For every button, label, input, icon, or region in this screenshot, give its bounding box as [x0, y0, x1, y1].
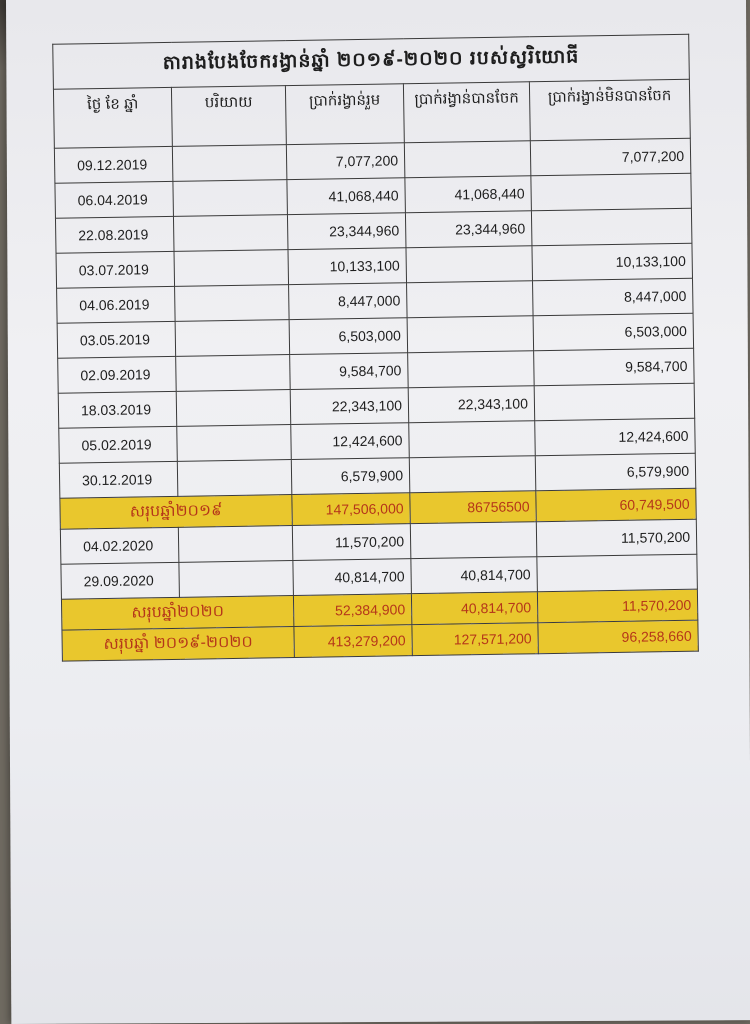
cell-total: 11,570,200: [292, 524, 411, 561]
cell-shared: [404, 141, 531, 178]
total-2019-shared: 86756500: [410, 491, 536, 524]
total-2019-label: សរុបឆ្នាំ២០១៩: [60, 495, 292, 530]
header-unshared-reward: ប្រាក់រង្វាន់មិនបានចែក: [529, 79, 690, 141]
cell-total: 10,133,100: [288, 248, 407, 285]
cell-date: 02.09.2019: [58, 356, 177, 393]
cell-description: [173, 180, 288, 217]
paper-sheet: [6, 0, 750, 1024]
cell-shared: 23,344,960: [405, 211, 532, 248]
cell-shared: [409, 421, 536, 458]
header-description: បរិយាយ: [171, 86, 286, 147]
cell-shared: [408, 351, 535, 388]
cell-total: 7,077,200: [286, 143, 405, 180]
cell-total: 6,579,900: [291, 458, 410, 495]
cell-date: 04.02.2020: [60, 527, 179, 564]
cell-unshared: 11,570,200: [536, 519, 697, 557]
cell-date: 04.06.2019: [57, 286, 176, 323]
cell-shared: [409, 456, 536, 493]
cell-description: [179, 561, 294, 598]
cell-unshared: 9,584,700: [534, 348, 695, 386]
cell-date: 03.07.2019: [56, 251, 175, 288]
reward-table: [52, 34, 699, 662]
header-shared-reward: ប្រាក់រង្វាន់បានចែក: [403, 82, 530, 143]
cell-unshared: 10,133,100: [532, 243, 693, 281]
total-2019-total: 147,506,000: [292, 493, 410, 526]
total-2020-label: សរុបឆ្នាំ២០២០: [61, 596, 293, 631]
header-date: ថ្ងៃ ខែ ឆ្នាំ: [53, 87, 172, 148]
cell-date: 30.12.2019: [59, 461, 178, 498]
total-all-label: សរុបឆ្នាំ ២០១៩-២០២០: [62, 627, 294, 662]
cell-unshared: 6,503,000: [533, 313, 694, 351]
cell-description: [175, 285, 290, 322]
cell-unshared: [531, 173, 692, 211]
cell-date: 22.08.2019: [55, 216, 174, 253]
total-2019-unshared: 60,749,500: [536, 488, 697, 522]
cell-shared: [407, 281, 534, 318]
cell-unshared: [531, 208, 692, 246]
cell-unshared: [537, 554, 698, 592]
cell-shared: 40,814,700: [411, 557, 538, 594]
cell-date: 29.09.2020: [61, 562, 180, 599]
cell-description: [173, 215, 288, 252]
cell-unshared: 8,447,000: [533, 278, 694, 316]
total-all-unshared: 96,258,660: [538, 620, 699, 654]
cell-description: [177, 460, 292, 497]
cell-total: 8,447,000: [289, 283, 408, 320]
cell-date: 05.02.2019: [59, 426, 178, 463]
cell-description: [176, 355, 291, 392]
total-2020-total: 52,384,900: [293, 594, 411, 627]
cell-unshared: 6,579,900: [535, 453, 696, 491]
cell-date: 03.05.2019: [57, 321, 176, 358]
total-2020-shared: 40,814,700: [411, 592, 537, 625]
header-total-reward: ប្រាក់រង្វាន់រួម: [285, 84, 404, 145]
cell-shared: [407, 316, 534, 353]
total-2020-unshared: 11,570,200: [537, 589, 698, 623]
cell-description: [175, 320, 290, 357]
cell-total: 40,814,700: [293, 559, 412, 596]
cell-total: 9,584,700: [290, 353, 409, 390]
reward-table-wrapper: [52, 34, 698, 662]
cell-total: 12,424,600: [291, 423, 410, 460]
cell-total: 6,503,000: [289, 318, 408, 355]
cell-total: 41,068,440: [287, 178, 406, 215]
cell-total: 23,344,960: [287, 213, 406, 250]
table-title: តារាងបែងចែករង្វាន់ឆ្នាំ ២០១៩-២០២០ របស់ស្វរិយោធី: [53, 34, 690, 89]
cell-total: 22,343,100: [290, 388, 409, 425]
cell-date: 06.04.2019: [55, 181, 174, 218]
cell-description: [178, 526, 293, 563]
cell-description: [172, 145, 287, 182]
cell-date: 09.12.2019: [54, 146, 173, 183]
cell-shared: 22,343,100: [408, 386, 535, 423]
cell-shared: [406, 246, 533, 283]
cell-unshared: 7,077,200: [530, 138, 691, 176]
total-all-shared: 127,571,200: [412, 623, 538, 656]
cell-unshared: [534, 383, 695, 421]
cell-shared: [410, 522, 537, 559]
cell-unshared: 12,424,600: [535, 418, 696, 456]
total-all-total: 413,279,200: [294, 625, 412, 658]
cell-description: [176, 390, 291, 427]
cell-description: [177, 425, 292, 462]
cell-shared: 41,068,440: [405, 176, 532, 213]
cell-description: [174, 250, 289, 287]
cell-date: 18.03.2019: [58, 391, 177, 428]
